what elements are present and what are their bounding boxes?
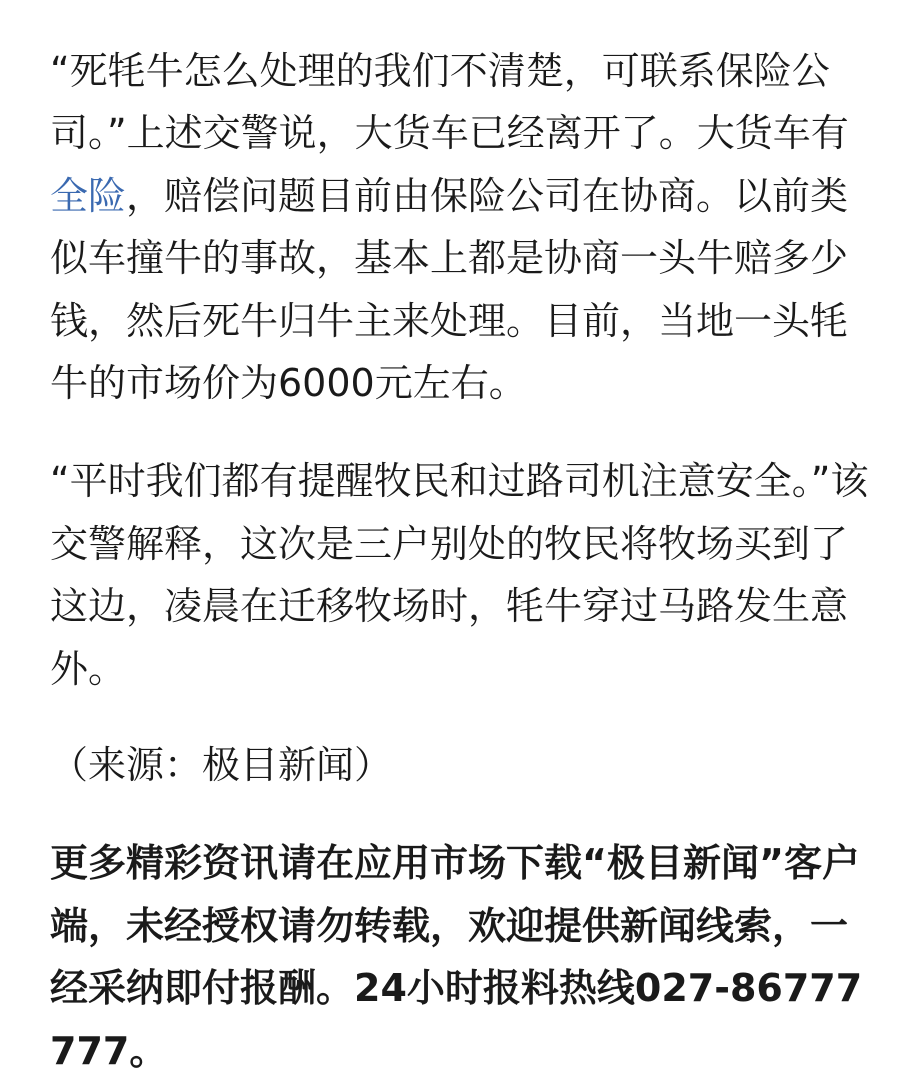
paragraph-insurance-text-end: ，赔偿问题目前由保险公司在协商。以前类似车撞牛的事故，基本上都是协商一头牛赔多少钱，然后死牛归牛主来处理。目前，当地一头牦牛的市场价为6000元左右。 [50, 173, 849, 406]
paragraph-police-explanation: “平时我们都有提醒牧民和过路司机注意安全。”该交警解释，这次是三户别处的牧民将牧场买到了这边，凌晨在迁移牧场时，牦牛穿过马路发生意外。 [50, 459, 869, 691]
paragraph-insurance [50, 40, 874, 414]
paragraph-insurance-text-start: “死牦牛怎么处理的我们不清楚，可联系保险公司。”上述交警说，大货车已经离开了。大货车有 [50, 49, 849, 156]
full-insurance-link[interactable]: 全险 [50, 173, 127, 218]
footer-notice: 更多精彩资讯请在应用市场下载“极目新闻”客户端，未经授权请勿转载，欢迎提供新闻线索，一经采纳即付报酬。24小时报料热线027-86777777。 [50, 841, 863, 1073]
source-line: （来源：极目新闻） [50, 743, 393, 788]
